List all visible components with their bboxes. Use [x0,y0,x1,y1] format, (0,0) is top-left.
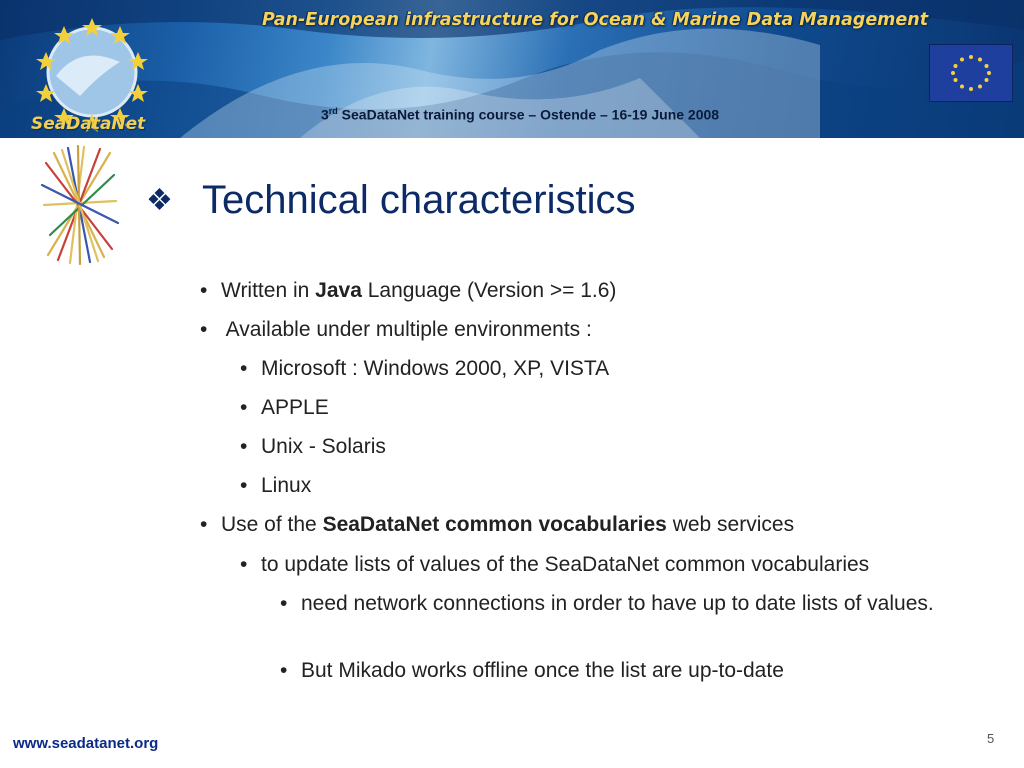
course-ordinal: 3 [321,106,329,123]
diamond-bullet-icon: ❖ [146,184,173,217]
footer-website-link[interactable]: www.seadatanet.org [13,735,159,752]
list-item: • Unix - Solaris [240,435,386,458]
slide-title [146,178,636,223]
list-item: • APPLE [240,396,329,419]
list-item: • Available under multiple environments : [200,318,592,341]
slide-title-text: Technical characteristics [202,178,636,222]
list-item: • Use of the SeaDataNet common vocabularies web services [200,513,795,536]
list-item: • Microsoft : Windows 2000, XP, VISTA [240,357,610,380]
eu-flag-icon [929,44,1013,102]
course-subtitle [321,106,719,123]
course-details: SeaDataNet training course – Ostende – 16-19 June 2008 [337,106,720,123]
course-ordinal-suffix: rd [328,106,338,116]
mikado-sticks-icon [40,145,120,265]
banner-title: Pan-European infrastructure for Ocean & Marine Data Management [262,10,929,30]
list-item: • to update lists of values of the SeaDataNet common vocabularies [240,553,870,576]
list-item: • But Mikado works offline once the list are up-to-date [280,659,784,682]
header-banner [0,0,1024,138]
logo-text: SeaDataNet [31,114,146,134]
list-item: • need network connections in order to have up to date lists of values. [280,592,934,615]
list-item: • Linux [240,474,312,497]
list-item: • Written in Java Language (Version >= 1.6) [200,279,617,302]
page-number: 5 [987,731,995,746]
